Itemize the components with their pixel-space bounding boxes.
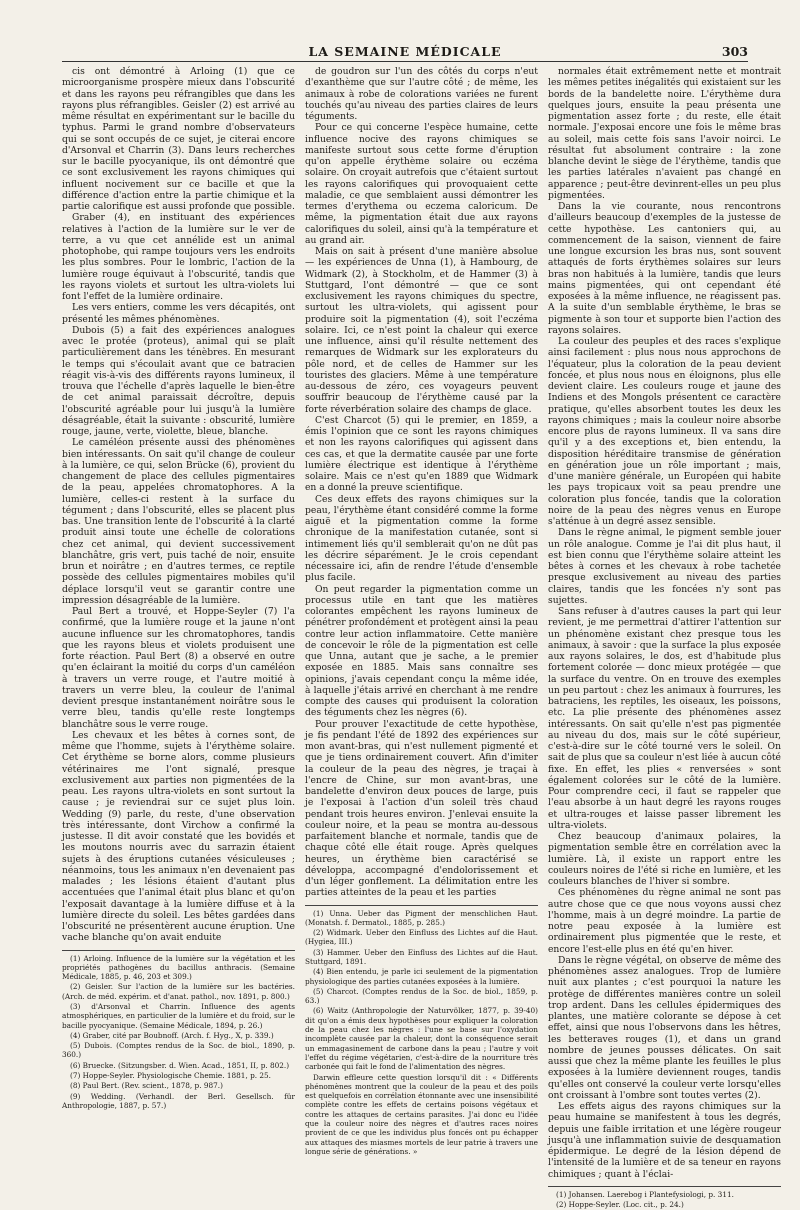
- footnote: (5) Dubois. (Comptes rendus de la Soc. de biol., 1890, p. 360.): [62, 1041, 295, 1060]
- paragraph: Le caméléon présente aussi des phénomènes bien intéressants. On sait qu'il change de couleur à la lumière, ce qui, selon Brücke (6), provient du changement de place des cellules pigmentaires de la peau, appelées chromatophores. A la lumière, celles-ci restent à la surface du tégument ; dans l'obscurité, elles se placent plus bas. Une transition lente de l'obscurité à la clarté produit ainsi toute une échelle de colorations chez cet animal, qui devient successivement blanchâtre, gris vert, puis taché de noir, ensuite brun et noirâtre ; en d'autres termes, ce reptile possède des cellules pigmentaires mobiles qu'il déplace lorsqu'il veut se garantir contre une impression désagréable de la lumière.: [62, 437, 295, 606]
- footnotes: [305, 905, 538, 1157]
- paragraph: Ces deux effets des rayons chimiques sur la peau, l'érythème étant considéré comme la forme aiguë et la pigmentation comme la forme chronique de la manifestation cutanée, sont si intimement liés qu'il semblerait qu'on ne dût pas les décrire séparément. Je le crois cependant nécessaire ici, afin de rendre l'étude d'ensemble plus facile.: [305, 493, 538, 584]
- footnote: (4) Bien entendu, je parle ici seulement de la pigmentation physiologique des parties cutanées exposées à la lumière.: [305, 967, 538, 986]
- column-2-body: [305, 66, 538, 899]
- paragraph: Mais on sait à présent d'une manière absolue — les expériences de Unna (1), à Hambourg, de Widmark (2), à Stockholm, et de Hammer (3) à Stuttgard, l'ont démontré — que ce sont exclusivement les rayons chimiques du spectre, surtout les ultra-violets, qui agissent pour produire soit la pigmentation (4), soit l'eczéma solaire. Ici, ce n'est point la chaleur qui exerce une influence, ainsi qu'il résulte nettement des remarques de Widmark sur les explorateurs du pôle nord, et de celles de Hammer sur les touristes des glaciers. Même à une température au-dessous de zéro, ces voyageurs peuvent souffrir beaucoup de l'érythème causé par la forte réverbération solaire des champs de glace.: [305, 246, 538, 415]
- paragraph: C'est Charcot (5) qui le premier, en 1859, a émis l'opinion que ce sont les rayons chimiques et non les rayons calorifiques qui agissent dans ces cas, et que la dermatite causée par une forte lumière électrique est identique à l'érythème solaire. Mais ce n'est qu'en 1889 que Widmark en a donné la preuve scientifique.: [305, 414, 538, 494]
- paragraph: Pour ce qui concerne l'espèce humaine, cette influence nocive des rayons chimiques se manifeste surtout sous cette forme d'éruption qu'on appelle érythème solaire ou eczéma solaire. On croyait autrefois que c'étaient surtout les rayons calorifiques qui provoquaient cette maladie, ce que semblaient aussi démontrer les termes d'erythema ou eczema caloricum. De même, la pigmentation était due aux rayons calorifiques du soleil, ainsi qu'à la température et au grand air.: [305, 122, 538, 246]
- footnote: (2) Geisler. Sur l'action de la lumière sur les bactéries. (Arch. de méd. expérim. et d'anat. pathol., nov. 1891, p. 800.): [62, 982, 295, 1001]
- column-3-body: [548, 66, 781, 1180]
- footnote: (4) Graber, cité par Boubnoff. (Arch. f. Hyg., X, p. 339.): [70, 1030, 274, 1040]
- footnote: Darwin effleure cette question lorsqu'il dit : « Différents phénomènes montrent que la couleur de la peau et des poils est quelquefois en corrélation étonnante avec une insensibilité complète contre les effets de certains poisons végétaux et contre les attaques de certains parasites. J'ai donc eu l'idée que la couleur noire des nègres et d'autres races noires provient de ce que les individus plus foncés ont pu échapper aux attaques des miasmes mortels de leur patrie à travers une longue série de générations. »: [305, 1072, 538, 1156]
- paragraph: de goudron sur l'un des côtés du corps n'eut d'exanthème que sur l'autre côté ; de même, les animaux à robe de colorations variées ne furent touchés qu'au niveau des parties claires de leurs téguments.: [305, 66, 538, 122]
- footnote: (6) Waitz (Anthropologie der Naturvölker, 1877, p. 39-40) dit qu'on a émis deux hypothèses pour expliquer la coloration de la peau chez les nègres : l'une se base sur l'oxydation incomplète causée par la chaleur, dont la conséquence serait un emmagasinement de carbone dans la peau ; l'autre y voit l'effet du régime végétarien, c'est-à-dire de la nourriture très carbonée qui fait le fond de l'alimentation des nègres.: [305, 1006, 538, 1072]
- header-rule: [62, 61, 748, 62]
- paragraph: Graber (4), en instituant des expériences relatives à l'action de la lumière sur le ver de terre, a vu que cet annélide est un animal photophobe, qui rampe toujours vers les endroits les plus sombres. Pour le lombric, l'action de la lumière rouge équivaut à l'obscurité, tandis que les rayons violets et surtout les ultra-violets lui font l'effet de la lumière ordinaire.: [62, 212, 295, 302]
- paragraph: Les chevaux et les bêtes à cornes sont, de même que l'homme, sujets à l'érythème solaire. Cet érythème se borne alors, comme plusieurs vétérinaires me l'ont signalé, presque exclusivement aux parties non pigmentées de la peau. Les rayons ultra-violets en sont surtout la cause ; je reviendrai sur ce sujet plus loin. Wedding (9) parle, du reste, d'une observation très intéressante, dont Virchow a confirmé la justesse. Il dit avoir constaté que les bovidés et les moutons nourris avec du sarrazin étaient sujets à des éruptions cutanées vésiculeuses ; néanmoins, tous les animaux n'en devenaient pas malades ; les lésions étaient d'autant plus accentuées que l'animal était plus blanc et qu'on l'exposait davantage à la lumière diffuse et à la lumière directe du soleil. Les bêtes gardées dans l'obscurité ne présentèrent aucune éruption. Une vache blanche qu'on avait enduite: [62, 729, 295, 944]
- footnote: (1) Arloing. Influence de la lumière sur la végétation et les propriétés pathogènes du bacillus anthracis. (Semaine Médicale, 1885, p. 46, 203 et 309.): [62, 953, 295, 982]
- footnote: (5) Charcot. (Comptes rendus de la Soc. de biol., 1859, p. 63.): [305, 986, 538, 1006]
- paragraph: Ces phénomènes du règne animal ne sont pas autre chose que ce que nous voyons aussi chez l'homme, mais à un degré moindre. La partie de notre peau exposée à la lumière est ordinairement plus pigmentée que le reste, et encore l'est-elle plus en été qu'en hiver.: [548, 887, 781, 955]
- footnote: (2) Hoppe-Seyler. (Loc. cit., p. 24.): [556, 1200, 684, 1210]
- footnotes: [548, 1186, 781, 1210]
- footnote: (7) Hoppe-Seyler. Physiologische Chemie. 1881, p. 25.: [70, 1071, 271, 1081]
- footnotes: [62, 950, 295, 1111]
- page-header: [62, 44, 748, 60]
- running-title: LA SEMAINE MÉDICALE: [308, 44, 502, 59]
- paragraph: Chez beaucoup d'animaux polaires, la pigmentation semble être en corrélation avec la lumière. Là, il existe un rapport entre les couleurs noires de l'été si riche en lumière, et les couleurs blanches de l'hiver si sombre.: [548, 831, 781, 887]
- footnote: (1) Unna. Ueber das Pigment der menschlichen Haut. (Monatsh. f. Dermatol., 1885, p. 285.): [305, 908, 538, 927]
- footnote: (8) Paul Bert. (Rev. scient., 1878, p. 987.): [70, 1081, 223, 1091]
- paragraph: Dans le règne animal, le pigment semble jouer un rôle analogue. Comme je l'ai dit plus haut, il est bien connu que l'érythème solaire atteint les bêtes à cornes et les chevaux à robe tachetée presque exclusivement au niveau des parties claires, tandis que les foncées n'y sont pas sujettes.: [548, 527, 781, 606]
- footnote: (1) Johansen. Laerebog i Plantefysiologi, p. 311.: [556, 1189, 734, 1199]
- paragraph: Les vers entiers, comme les vers décapités, ont présenté les mêmes phénomènes.: [62, 302, 295, 325]
- column-1: [62, 66, 295, 1111]
- paragraph: Dans le règne végétal, on observe de même des phénomènes assez analogues. Trop de lumière nuit aux plantes ; c'est pourquoi la nature les protège de différentes manières contre un soleil trop ardent. Dans les cellules épidermiques des plantes, une matière colorante se dépose à cet effet, ainsi que nous l'observons dans les hêtres, les betteraves rouges (1), et dans un grand nombre de jeunes pousses délicates. On sait aussi que chez la même plante les feuilles le plus exposées à la lumière deviennent rouges, tandis qu'elles ont conservé la couleur verte lorsqu'elles ont croissant à l'ombre sont toutes vertes (2).: [548, 954, 781, 1101]
- paragraph: Sans refuser à d'autres causes la part qui leur revient, je me permettrai d'attirer l'attention sur un phénomène existant chez presque tous les animaux, à savoir : que la surface la plus exposée aux rayons solaires, le dos, est d'habitude plus fortement colorée — donc mieux protégée — que la surface du ventre. On en trouve des exemples un peu partout : chez les animaux à fourrures, les batraciens, les reptiles, les oiseaux, les poissons, etc. La plie présente des phénomènes assez intéressants. On sait qu'elle n'est pas pigmentée au niveau du dos, mais sur le côté supérieur, c'est-à-dire sur le côté tourné vers le soleil. On sait de plus que sa couleur n'est liée à aucun côté fixe. En effet, les plies « renversées » sont également colorées sur le côté de la lumière. Pour comprendre ceci, il faut se rappeler que l'eau absorbe à un haut degré les rayons rouges et ultra-rouges et laisse passer librement les ultra-violets.: [548, 606, 781, 831]
- footnote: (9) Wedding. (Verhandl. der Berl. Gesellsch. für Anthropologie, 1887, p. 57.): [62, 1091, 295, 1110]
- footnote: (6) Bruecke. (Sitzungsber. d. Wien. Acad., 1851, II, p. 802.): [70, 1060, 290, 1070]
- paragraph: Pour prouver l'exactitude de cette hypothèse, je fis pendant l'été de 1892 des expériences sur mon avant-bras, qui n'est nullement pigmenté et que je tiens ordinairement couvert. Afin d'imiter la couleur de la peau des nègres, je traçai à l'encre de Chine, sur mon avant-bras, une bandelette d'environ deux pouces de large, puis je l'exposai à l'action d'un soleil très chaud pendant trois heures environ. J'enlevai ensuite la couleur noire, et la peau se montra au-dessous parfaitement blanche et normale, tandis que de chaque côté elle était rouge. Après quelques heures, un érythème bien caractérisé se développa, accompagné d'endolorissement et d'un léger gonflement. La délimitation entre les parties atteintes de la peau et les parties: [305, 718, 538, 899]
- column-3: [548, 66, 781, 1210]
- paragraph: Paul Bert a trouvé, et Hoppe-Seyler (7) l'a confirmé, que la lumière rouge et la jaune n'ont aucune influence sur les chromatophores, tandis que les rayons bleus et violets produisent une forte réaction. Paul Bert (8) a observé en outre qu'en éclairant la moitié du corps d'un caméléon à travers un verre rouge, et l'autre moitié à travers un verre bleu, la couleur de l'animal devient presque instantanément noirâtre sous le verre bleu, tandis qu'elle reste longtemps blanchâtre sous le verre rouge.: [62, 606, 295, 730]
- column-2: [305, 66, 538, 1157]
- paragraph: Les effets aigus des rayons chimiques sur la peau humaine se manifestent à tous les degrés, depuis une faible irritation et une légère rougeur jusqu'à une inflammation suivie de desquamation épidermique. Le degré de la lésion dépend de l'intensité de la lumière et de sa teneur en rayons chimiques ; quant à l'éclai-: [548, 1101, 781, 1180]
- footnote: (3) Hammer. Ueber den Einfluss des Lichtes auf die Haut. Stuttgard, 1891.: [305, 947, 538, 966]
- footnote: (3) d'Arsonval et Charrin. Influence des agents atmosphériques, en particulier de la lumière et du froid, sur le bacille pyocyanique. (Semaine Médicale, 1894, p. 26.): [62, 1001, 295, 1030]
- paragraph: La couleur des peuples et des races s'explique ainsi facilement : plus nous nous approchons de l'équateur, plus la coloration de la peau devient foncée, et plus nous nous en éloignons, plus elle devient claire. Les couleurs rouge et jaune des Indiens et des Mongols présentent ce caractère pratique, qu'elles absorbent toutes les deux les rayons chimiques ; mais la couleur noire absorbe encore plus de rayons lumineux. Il va sans dire qu'il y a des exceptions et, bien entendu, la disposition héréditaire transmise de génération en génération joue un rôle important ; mais, d'une manière générale, un Européen qui habite les pays tropicaux voit sa peau prendre une coloration plus foncée, tandis que la coloration noire de la peau des nègres venus en Europe s'atténue à un degré assez sensible.: [548, 336, 781, 527]
- paragraph: On peut regarder la pigmentation comme un processus utile en tant que les matières colorantes empêchent les rayons lumineux de pénétrer profondément et protègent ainsi la peau contre leur action inflammatoire. Cette manière de concevoir le rôle de la pigmentation est celle que Unna, autant que je sache, a le premier exposée en 1885. Mais sans connaître ses opinions, j'avais cependant conçu la même idée, à laquelle j'étais arrivé en cherchant à me rendre compte des causes qui produisent la coloration des téguments chez les nègres (6).: [305, 583, 538, 719]
- page-number: 303: [721, 44, 748, 59]
- column-1-body: [62, 66, 295, 944]
- footnote: (2) Widmark. Ueber den Einfluss des Lichtes auf die Haut. (Hygiea, III.): [305, 928, 538, 947]
- paragraph: cis ont démontré à Arloing (1) que ce microorganisme prospère mieux dans l'obscurité et dans les rayons peu réfrangibles que dans les rayons plus réfrangibles. Geisler (2) est arrivé au même résultat en expérimentant sur le bacille du typhus. Parmi le grand nombre d'observateurs qui se sont occupés de ce sujet, je citerai encore d'Arsonval et Charrin (3). Dans leurs recherches sur le bacille pyocyanique, ils ont démontré que ce sont exclusivement les rayons chimiques qui influent nocivement sur ce bacille et que la différence d'action entre la partie chimique et la partie calorifique est aussi profonde que possible.: [62, 66, 295, 212]
- paragraph: Dans la vie courante, nous rencontrons d'ailleurs beaucoup d'exemples de la justesse de cette hypothèse. Les cantoniers qui, au commencement de la saison, viennent de faire une longue excursion les bras nus, sont souvent attaqués de forts érythèmes solaires sur leurs bras non habitués à la lumière, tandis que leurs mains pigmentées, qui ont cependant été exposées à la même influence, ne réagissent pas. A la suite d'un semblable érythème, le bras se pigmente à son tour et supporte bien l'action des rayons solaires.: [548, 201, 781, 336]
- paragraph: Dubois (5) a fait des expériences analogues avec le protée (proteus), animal qui se plaît particulièrement dans les ténèbres. En mesurant le temps qui s'écoulait avant que ce batracien réagit vis-à-vis des différents rayons lumineux, il trouva que l'échelle d'après laquelle le bien-être de cet animal paraissait décroître, depuis l'obscurité agréable pour lui jusqu'à la lumière désagréable, était la suivante : obscurité, lumière rouge, jaune, verte, violette, bleue, blanche.: [62, 324, 295, 437]
- paragraph: normales était extrêmement nette et montrait les mêmes petites inégalités qui existaient sur les bords de la bandelette noire. L'érythème dura quelques jours, ensuite la peau présenta une pigmentation assez forte ; du reste, elle était normale. J'exposai encore une fois le même bras au soleil, mais cette fois sans l'avoir noirci. Le résultat fut absolument contraire : la zone blanche devint le siège de l'érythème, tandis que les parties latérales n'avaient pas changé en apparence ; peut-être devinrent-elles un peu plus pigmentées.: [548, 66, 781, 201]
